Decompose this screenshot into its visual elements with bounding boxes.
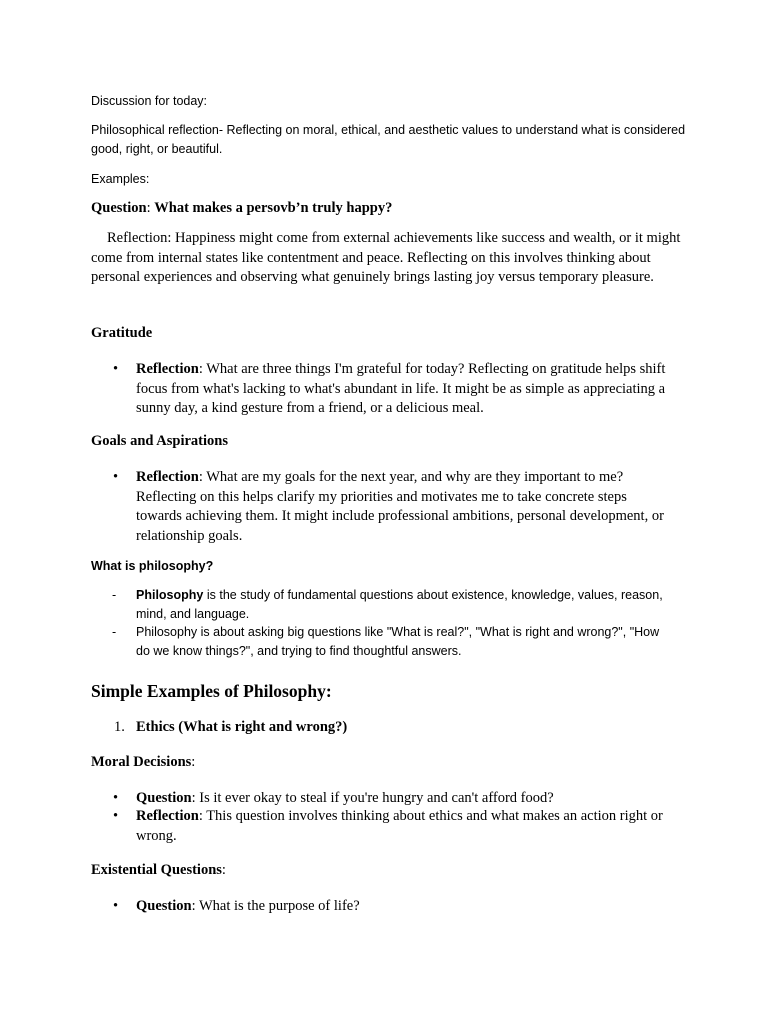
item-label: Question bbox=[136, 898, 192, 914]
happiness-question bbox=[91, 199, 691, 219]
existential-heading bbox=[91, 861, 691, 881]
bullet-icon: • bbox=[113, 808, 119, 824]
bullet-icon: • bbox=[113, 469, 119, 485]
item-text: : Is it ever okay to steal if you're hungry and can't afford food? bbox=[191, 790, 554, 806]
item-label: Philosophy bbox=[136, 588, 204, 602]
item-text: : What is the purpose of life? bbox=[191, 898, 360, 914]
list-number: 1. bbox=[114, 719, 125, 735]
moral-reflection-item bbox=[136, 807, 676, 846]
bullet-icon: • bbox=[113, 361, 119, 377]
item-text: is the study of fundamental questions about existence, knowledge, values, reason, mind, and language. bbox=[136, 588, 663, 621]
heading-text: Existential Questions bbox=[91, 862, 222, 878]
bullet-icon: • bbox=[113, 790, 119, 806]
gratitude-heading: Gratitude bbox=[91, 325, 153, 341]
item-label: Reflection bbox=[136, 361, 199, 377]
heading-colon: : bbox=[221, 862, 226, 878]
heading-colon: : bbox=[191, 754, 196, 770]
ethics-label: Ethics (What is right and wrong?) bbox=[136, 719, 348, 735]
moral-decisions-heading bbox=[91, 753, 691, 773]
item-label: Question bbox=[136, 790, 192, 806]
goals-heading: Goals and Aspirations bbox=[91, 433, 228, 449]
what-is-philosophy-heading: What is philosophy? bbox=[91, 559, 214, 573]
discussion-line: Discussion for today: bbox=[91, 94, 208, 108]
item-label: Reflection bbox=[136, 469, 199, 485]
item-text: : What are my goals for the next year, and why are they important to me? Reflecting on this helps clarify my priorities and motivates me to take concrete steps towards achieving them. It might include professional ambitions, personal development, or relationship goals. bbox=[136, 469, 664, 544]
happiness-reflection: Reflection: Happiness might come from external achievements like success and wealth, or it might come from internal states like contentment and peace. Reflecting on this involves thinking about personal experiences and observing what genuinely brings lasting joy versus temporary pleasure. bbox=[91, 230, 681, 285]
question-label: Question bbox=[91, 200, 147, 216]
goals-item bbox=[136, 468, 676, 546]
philosophy-item-1 bbox=[136, 586, 676, 624]
simple-examples-heading: Simple Examples of Philosophy: bbox=[91, 681, 332, 701]
dash-icon: - bbox=[112, 625, 117, 639]
gratitude-item bbox=[136, 360, 676, 419]
dash-icon: - bbox=[112, 588, 117, 602]
examples-label: Examples: bbox=[91, 172, 150, 186]
item-label: Reflection bbox=[136, 808, 199, 824]
question-text: What makes a persovb’n truly happy? bbox=[154, 200, 393, 216]
item-text: : This question involves thinking about ethics and what makes an action right or wrong. bbox=[136, 808, 663, 844]
existential-question-item bbox=[136, 897, 676, 917]
bullet-icon: • bbox=[113, 898, 119, 914]
heading-text: Moral Decisions bbox=[91, 754, 192, 770]
philosophy-item-2: Philosophy is about asking big questions like "What is real?", "What is right and wrong?", "How do we know things?", and trying to find thoughtful answers. bbox=[136, 625, 660, 658]
moral-question-item bbox=[136, 789, 676, 809]
item-text: : What are three things I'm grateful for today? Reflecting on gratitude helps shift focus from what's lacking to what's abundant in life. It might be as simple as appreciating a sunny day, a kind gesture from a friend, or a delicious meal. bbox=[136, 361, 666, 416]
question-separator: : bbox=[146, 200, 155, 216]
reflection-definition: Philosophical reflection- Reflecting on moral, ethical, and aesthetic values to understand what is considered good, right, or beautiful. bbox=[91, 123, 686, 156]
